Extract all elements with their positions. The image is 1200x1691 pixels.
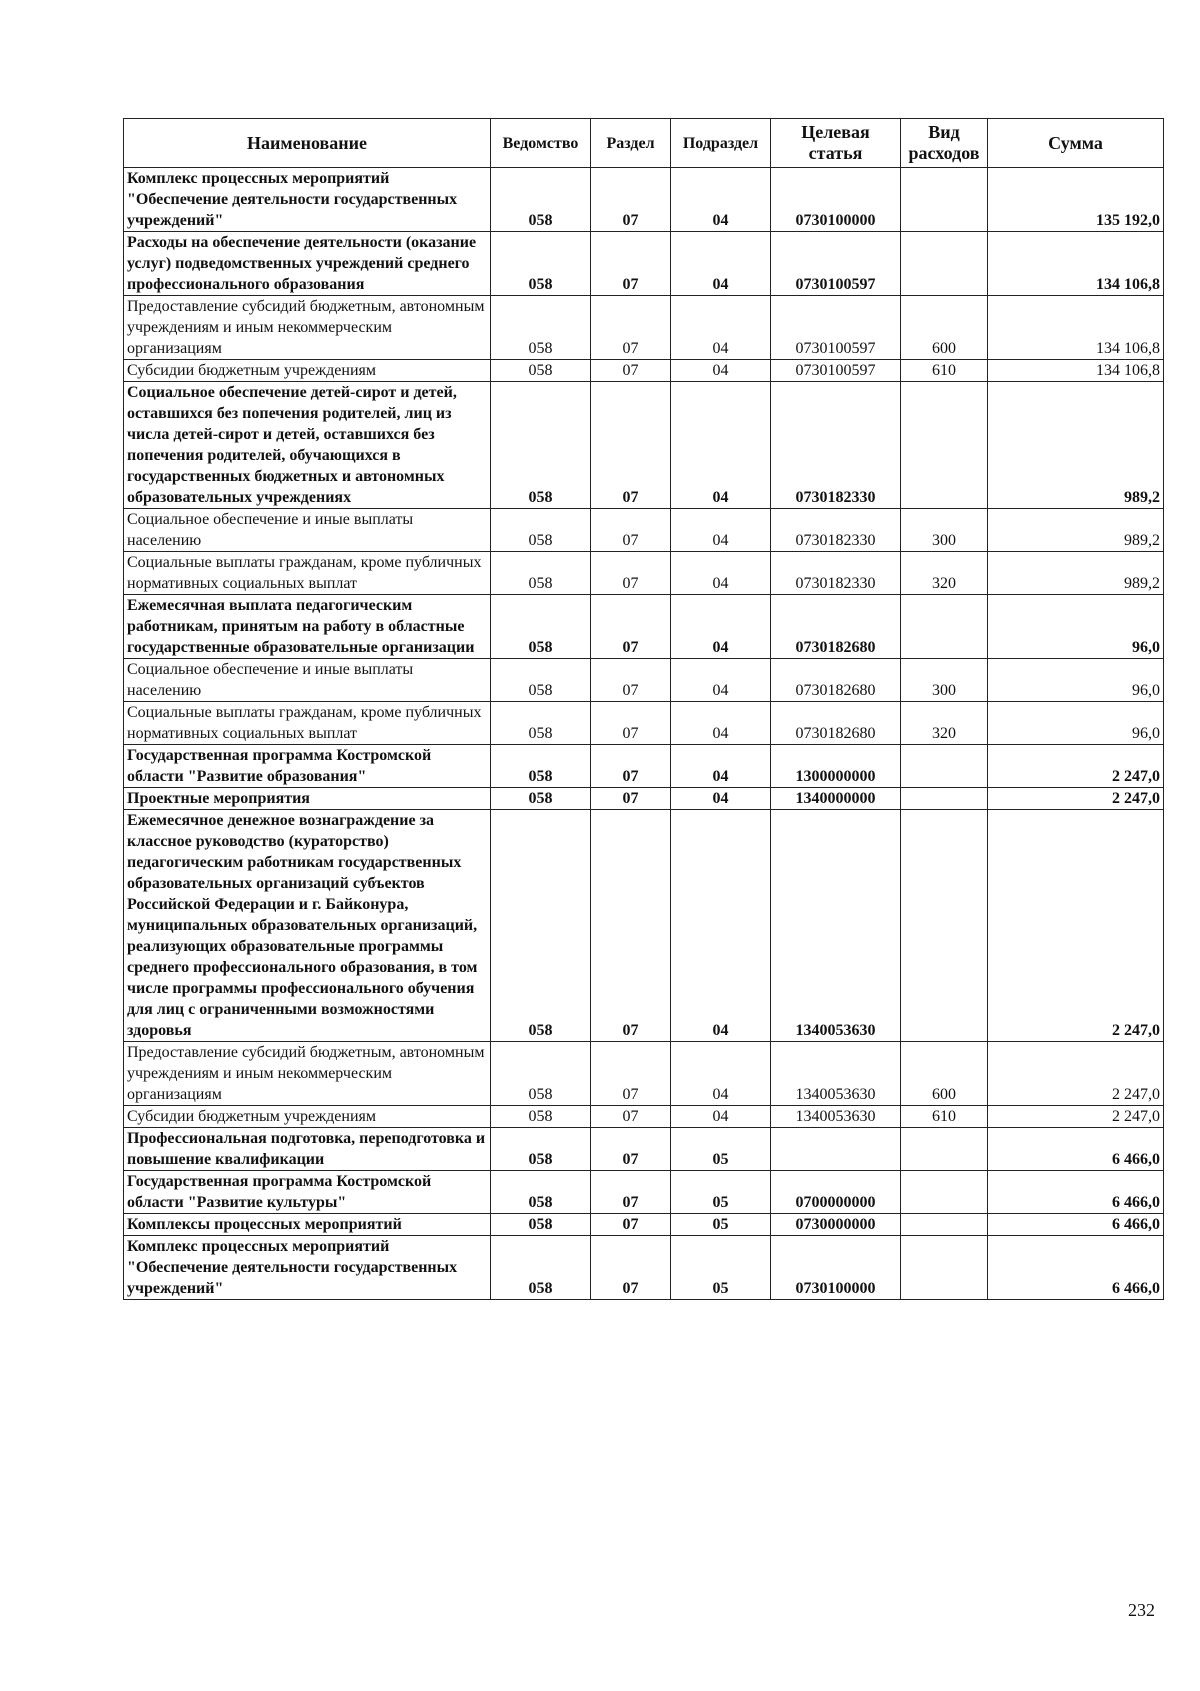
row-vedomstvo-cell: 058 xyxy=(491,552,591,595)
row-razdel-cell: 07 xyxy=(591,1106,671,1128)
row-name-cell: Комплекс процессных мероприятий "Обеспечение деятельности государственных учреждений" xyxy=(124,168,491,232)
row-summa-cell: 134 106,8 xyxy=(988,232,1164,296)
row-podrazdel-cell: 04 xyxy=(671,745,771,788)
row-podrazdel-cell: 04 xyxy=(671,232,771,296)
row-vid-cell: 300 xyxy=(901,659,988,702)
row-summa-cell: 989,2 xyxy=(988,552,1164,595)
row-name-cell: Социальное обеспечение детей-сирот и детей, оставшихся без попечения родителей, лиц из числа детей-сирот и детей, оставшихся без попечения родителей, обучающихся в государственных бюджетных и автономных образовательных учреждениях xyxy=(124,382,491,509)
row-name-cell: Социальное обеспечение и иные выплаты населению xyxy=(124,659,491,702)
row-summa-cell: 96,0 xyxy=(988,595,1164,659)
row-statya-cell: 0730100597 xyxy=(771,360,901,382)
row-razdel-cell: 07 xyxy=(591,382,671,509)
row-summa-cell: 6 466,0 xyxy=(988,1171,1164,1214)
row-vedomstvo-cell: 058 xyxy=(491,360,591,382)
row-vid-cell xyxy=(901,382,988,509)
row-vid-cell xyxy=(901,788,988,810)
header-vid: Вид расходов xyxy=(901,119,988,168)
row-podrazdel-cell: 05 xyxy=(671,1128,771,1171)
row-name-cell: Ежемесячная выплата педагогическим работникам, принятым на работу в областные государственные образовательные организации xyxy=(124,595,491,659)
row-razdel-cell: 07 xyxy=(591,168,671,232)
table-row xyxy=(124,232,1164,296)
row-statya-cell: 0730182680 xyxy=(771,595,901,659)
table-row xyxy=(124,810,1164,1042)
row-summa-cell: 6 466,0 xyxy=(988,1214,1164,1236)
header-row xyxy=(124,119,1164,168)
header-vedomstvo: Ведомство xyxy=(491,119,591,168)
header-summa: Сумма xyxy=(988,119,1164,168)
row-vid-cell xyxy=(901,810,988,1042)
row-vedomstvo-cell: 058 xyxy=(491,296,591,360)
row-summa-cell: 989,2 xyxy=(988,382,1164,509)
table-row xyxy=(124,360,1164,382)
row-podrazdel-cell: 04 xyxy=(671,1106,771,1128)
table-row xyxy=(124,1106,1164,1128)
row-vid-cell xyxy=(901,168,988,232)
row-podrazdel-cell: 04 xyxy=(671,702,771,745)
row-podrazdel-cell: 04 xyxy=(671,659,771,702)
row-statya-cell: 0730182330 xyxy=(771,552,901,595)
row-vid-cell xyxy=(901,595,988,659)
table-row xyxy=(124,702,1164,745)
row-summa-cell: 2 247,0 xyxy=(988,745,1164,788)
row-podrazdel-cell: 04 xyxy=(671,788,771,810)
row-vedomstvo-cell: 058 xyxy=(491,168,591,232)
row-statya-cell: 0700000000 xyxy=(771,1171,901,1214)
table-row xyxy=(124,1171,1164,1214)
row-vedomstvo-cell: 058 xyxy=(491,595,591,659)
row-razdel-cell: 07 xyxy=(591,810,671,1042)
row-statya-cell xyxy=(771,1128,901,1171)
row-summa-cell: 2 247,0 xyxy=(988,1042,1164,1106)
row-name-cell: Социальные выплаты гражданам, кроме публичных нормативных социальных выплат xyxy=(124,702,491,745)
row-vid-cell: 320 xyxy=(901,702,988,745)
table-row xyxy=(124,745,1164,788)
table-row xyxy=(124,659,1164,702)
row-statya-cell: 0730182680 xyxy=(771,702,901,745)
row-statya-cell: 0730100597 xyxy=(771,296,901,360)
header-name: Наименование xyxy=(124,119,491,168)
row-vid-cell xyxy=(901,1214,988,1236)
row-vid-cell xyxy=(901,1171,988,1214)
row-vedomstvo-cell: 058 xyxy=(491,659,591,702)
row-vedomstvo-cell: 058 xyxy=(491,1042,591,1106)
row-podrazdel-cell: 04 xyxy=(671,168,771,232)
row-razdel-cell: 07 xyxy=(591,1128,671,1171)
row-podrazdel-cell: 04 xyxy=(671,360,771,382)
table-row xyxy=(124,788,1164,810)
row-statya-cell: 1340053630 xyxy=(771,1042,901,1106)
table-row xyxy=(124,296,1164,360)
table-row xyxy=(124,382,1164,509)
row-vid-cell xyxy=(901,745,988,788)
row-vedomstvo-cell: 058 xyxy=(491,509,591,552)
row-name-cell: Субсидии бюджетным учреждениям xyxy=(124,1106,491,1128)
row-razdel-cell: 07 xyxy=(591,296,671,360)
row-name-cell: Социальное обеспечение и иные выплаты населению xyxy=(124,509,491,552)
row-summa-cell: 134 106,8 xyxy=(988,296,1164,360)
row-statya-cell: 0730182680 xyxy=(771,659,901,702)
row-vedomstvo-cell: 058 xyxy=(491,1106,591,1128)
row-summa-cell: 134 106,8 xyxy=(988,360,1164,382)
row-vedomstvo-cell: 058 xyxy=(491,810,591,1042)
row-razdel-cell: 07 xyxy=(591,595,671,659)
row-name-cell: Комплекс процессных мероприятий "Обеспечение деятельности государственных учреждений" xyxy=(124,1236,491,1300)
row-summa-cell: 989,2 xyxy=(988,509,1164,552)
row-razdel-cell: 07 xyxy=(591,1214,671,1236)
row-name-cell: Проектные мероприятия xyxy=(124,788,491,810)
row-statya-cell: 0730100000 xyxy=(771,1236,901,1300)
row-podrazdel-cell: 04 xyxy=(671,1042,771,1106)
row-razdel-cell: 07 xyxy=(591,232,671,296)
table-row xyxy=(124,552,1164,595)
table-row xyxy=(124,509,1164,552)
table-row xyxy=(124,1214,1164,1236)
row-podrazdel-cell: 04 xyxy=(671,595,771,659)
row-podrazdel-cell: 05 xyxy=(671,1236,771,1300)
row-summa-cell: 2 247,0 xyxy=(988,1106,1164,1128)
row-name-cell: Профессиональная подготовка, переподготовка и повышение квалификации xyxy=(124,1128,491,1171)
row-vid-cell: 320 xyxy=(901,552,988,595)
row-statya-cell: 0730000000 xyxy=(771,1214,901,1236)
row-vedomstvo-cell: 058 xyxy=(491,702,591,745)
row-vid-cell: 610 xyxy=(901,360,988,382)
header-podrazdel: Подраздел xyxy=(671,119,771,168)
row-vedomstvo-cell: 058 xyxy=(491,232,591,296)
row-podrazdel-cell: 05 xyxy=(671,1214,771,1236)
header-statya: Целевая статья xyxy=(771,119,901,168)
row-vedomstvo-cell: 058 xyxy=(491,745,591,788)
row-razdel-cell: 07 xyxy=(591,659,671,702)
row-vid-cell: 600 xyxy=(901,1042,988,1106)
header-razdel: Раздел xyxy=(591,119,671,168)
row-name-cell: Социальные выплаты гражданам, кроме публичных нормативных социальных выплат xyxy=(124,552,491,595)
row-statya-cell: 0730100597 xyxy=(771,232,901,296)
row-razdel-cell: 07 xyxy=(591,788,671,810)
table-row xyxy=(124,595,1164,659)
row-statya-cell: 0730182330 xyxy=(771,509,901,552)
table-body xyxy=(124,168,1164,1300)
row-summa-cell: 96,0 xyxy=(988,659,1164,702)
row-razdel-cell: 07 xyxy=(591,1171,671,1214)
row-vedomstvo-cell: 058 xyxy=(491,1214,591,1236)
row-vedomstvo-cell: 058 xyxy=(491,788,591,810)
row-name-cell: Предоставление субсидий бюджетным, автономным учреждениям и иным некоммерческим организациям xyxy=(124,296,491,360)
row-vedomstvo-cell: 058 xyxy=(491,1128,591,1171)
table-row xyxy=(124,1042,1164,1106)
row-razdel-cell: 07 xyxy=(591,702,671,745)
row-summa-cell: 135 192,0 xyxy=(988,168,1164,232)
row-name-cell: Предоставление субсидий бюджетным, автономным учреждениям и иным некоммерческим организациям xyxy=(124,1042,491,1106)
row-podrazdel-cell: 04 xyxy=(671,810,771,1042)
row-vedomstvo-cell: 058 xyxy=(491,1171,591,1214)
row-razdel-cell: 07 xyxy=(591,360,671,382)
row-statya-cell: 1300000000 xyxy=(771,745,901,788)
row-vid-cell: 610 xyxy=(901,1106,988,1128)
row-razdel-cell: 07 xyxy=(591,552,671,595)
row-name-cell: Ежемесячное денежное вознаграждение за классное руководство (кураторство) педагогическим работникам государственных образовательных организаций субъектов Российской Федерации и г. Байконура, муниципальных образовательных организаций, реализующих образовательные программы среднего профессионального образования, в том числе программы профессионального обучения для лиц с ограниченными возможностями здоровья xyxy=(124,810,491,1042)
row-name-cell: Субсидии бюджетным учреждениям xyxy=(124,360,491,382)
table-row xyxy=(124,168,1164,232)
row-podrazdel-cell: 04 xyxy=(671,509,771,552)
row-statya-cell: 1340053630 xyxy=(771,810,901,1042)
row-razdel-cell: 07 xyxy=(591,1236,671,1300)
row-name-cell: Государственная программа Костромской области "Развитие образования" xyxy=(124,745,491,788)
table-row xyxy=(124,1128,1164,1171)
row-razdel-cell: 07 xyxy=(591,509,671,552)
row-summa-cell: 6 466,0 xyxy=(988,1128,1164,1171)
row-razdel-cell: 07 xyxy=(591,745,671,788)
table-row xyxy=(124,1236,1164,1300)
row-vedomstvo-cell: 058 xyxy=(491,382,591,509)
row-name-cell: Государственная программа Костромской области "Развитие культуры" xyxy=(124,1171,491,1214)
row-podrazdel-cell: 04 xyxy=(671,552,771,595)
row-statya-cell: 1340000000 xyxy=(771,788,901,810)
row-summa-cell: 2 247,0 xyxy=(988,810,1164,1042)
row-vid-cell xyxy=(901,1128,988,1171)
row-podrazdel-cell: 05 xyxy=(671,1171,771,1214)
row-vid-cell: 300 xyxy=(901,509,988,552)
row-summa-cell: 96,0 xyxy=(988,702,1164,745)
row-razdel-cell: 07 xyxy=(591,1042,671,1106)
budget-table xyxy=(123,118,1164,1300)
row-podrazdel-cell: 04 xyxy=(671,382,771,509)
row-name-cell: Расходы на обеспечение деятельности (оказание услуг) подведомственных учреждений среднего профессионального образования xyxy=(124,232,491,296)
row-summa-cell: 6 466,0 xyxy=(988,1236,1164,1300)
row-statya-cell: 1340053630 xyxy=(771,1106,901,1128)
row-vid-cell: 600 xyxy=(901,296,988,360)
row-vid-cell xyxy=(901,1236,988,1300)
row-summa-cell: 2 247,0 xyxy=(988,788,1164,810)
row-name-cell: Комплексы процессных мероприятий xyxy=(124,1214,491,1236)
row-vid-cell xyxy=(901,232,988,296)
row-podrazdel-cell: 04 xyxy=(671,296,771,360)
row-statya-cell: 0730100000 xyxy=(771,168,901,232)
page-number: 232 xyxy=(1128,1600,1155,1620)
row-statya-cell: 0730182330 xyxy=(771,382,901,509)
row-vedomstvo-cell: 058 xyxy=(491,1236,591,1300)
